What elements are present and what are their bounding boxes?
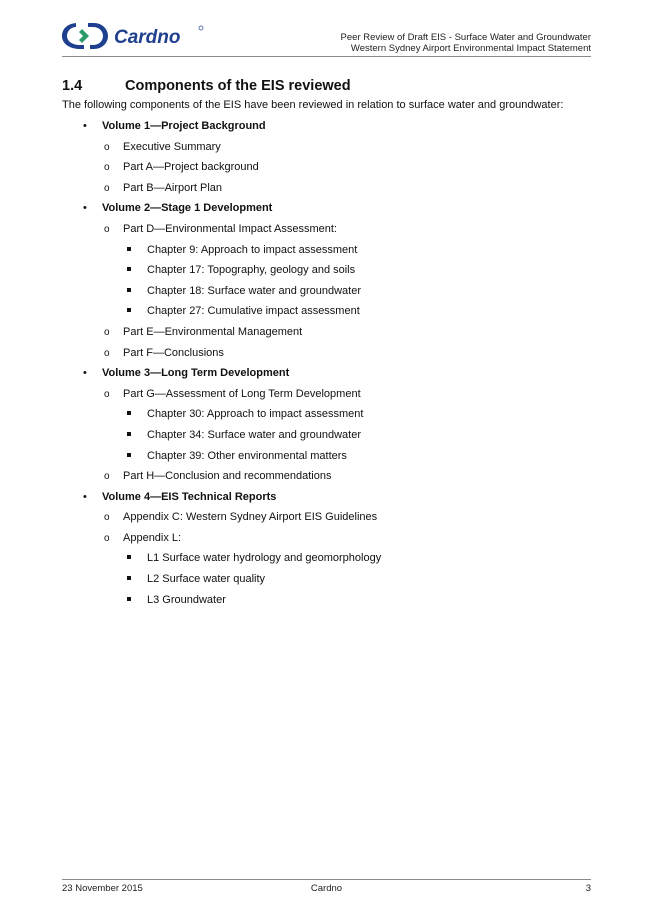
list-item-text: Appendix L: xyxy=(123,531,182,544)
section-title: Components of the EIS reviewed xyxy=(125,78,351,94)
list-item-text: Volume 1—Project Background xyxy=(102,120,266,132)
cardno-logo xyxy=(62,20,222,52)
square-bullet-icon xyxy=(127,432,131,436)
bullet-icon: • xyxy=(83,490,87,503)
footer-divider xyxy=(62,879,591,880)
circle-bullet-icon: o xyxy=(104,182,110,194)
list-item-text: Chapter 27: Cumulative impact assessment xyxy=(147,305,360,318)
list-item-text: Part A—Project background xyxy=(123,161,259,174)
circle-bullet-icon: o xyxy=(104,532,110,544)
list-item-text: Executive Summary xyxy=(123,140,221,153)
section-number: 1.4 xyxy=(62,78,83,94)
list-item-text: Chapter 18: Surface water and groundwater xyxy=(147,284,362,297)
page-header xyxy=(62,18,591,54)
square-bullet-icon xyxy=(127,288,131,292)
list-item-text: Part D—Environmental Impact Assessment: xyxy=(123,222,337,235)
logo-wordmark: Cardno xyxy=(114,27,181,48)
list-item-text: Volume 3—Long Term Development xyxy=(102,367,290,380)
header-divider xyxy=(62,56,591,57)
document-title xyxy=(341,32,591,54)
list-item-text: Appendix C: Western Sydney Airport EIS Guidelines xyxy=(123,511,378,524)
list-item-text: Volume 4—EIS Technical Reports xyxy=(102,490,277,503)
square-bullet-icon xyxy=(127,267,131,271)
circle-bullet-icon: o xyxy=(104,347,110,359)
circle-bullet-icon: o xyxy=(104,162,110,174)
list-item-text: L3 Groundwater xyxy=(147,593,226,606)
intro-paragraph: The following components of the EIS have been reviewed in relation to surface water and groundwater: xyxy=(62,99,564,111)
square-bullet-icon xyxy=(127,308,131,312)
circle-bullet-icon: o xyxy=(104,141,110,153)
list-item-text: L1 Surface water hydrology and geomorphology xyxy=(147,552,382,565)
list-item-text: Part H—Conclusion and recommendations xyxy=(123,470,332,483)
circle-bullet-icon: o xyxy=(104,326,110,338)
list-item-text: Chapter 30: Approach to impact assessment xyxy=(147,408,364,421)
document-title-line-1: Peer Review of Draft EIS - Surface Water and Groundwater xyxy=(340,32,591,43)
document-title-line-2: Western Sydney Airport Environmental Impact Statement xyxy=(350,43,591,54)
list-item-text: Chapter 39: Other environmental matters xyxy=(147,449,347,462)
square-bullet-icon xyxy=(127,411,131,415)
page-number: 3 xyxy=(585,883,591,894)
list-item-text: Part E—Environmental Management xyxy=(123,325,303,338)
section-heading xyxy=(62,78,351,94)
bullet-icon: • xyxy=(83,120,87,132)
list-item-text: Chapter 17: Topography, geology and soils xyxy=(147,264,356,277)
list-item-text: Part G—Assessment of Long Term Development xyxy=(123,387,361,400)
footer-company: Cardno xyxy=(310,883,343,894)
list-item-text: L2 Surface water quality xyxy=(147,573,266,586)
circle-bullet-icon: o xyxy=(104,512,110,524)
square-bullet-icon xyxy=(127,555,131,559)
bullet-icon: • xyxy=(83,202,87,215)
circle-bullet-icon: o xyxy=(104,388,110,400)
list-item-text: Volume 2—Stage 1 Development xyxy=(102,202,273,215)
circle-bullet-icon: o xyxy=(104,471,110,483)
square-bullet-icon xyxy=(127,576,131,580)
footer-date: 23 November 2015 xyxy=(62,883,143,894)
bullet-icon: • xyxy=(83,367,87,380)
square-bullet-icon xyxy=(127,453,131,457)
list-item-text: Chapter 34: Surface water and groundwater xyxy=(147,428,362,441)
list-item-text: Part B—Airport Plan xyxy=(123,181,223,194)
square-bullet-icon xyxy=(127,597,131,601)
list-item-text: Chapter 9: Approach to impact assessment xyxy=(147,243,358,256)
circle-bullet-icon: o xyxy=(104,223,110,235)
list-item-text: Part F—Conclusions xyxy=(123,346,224,359)
square-bullet-icon xyxy=(127,247,131,251)
